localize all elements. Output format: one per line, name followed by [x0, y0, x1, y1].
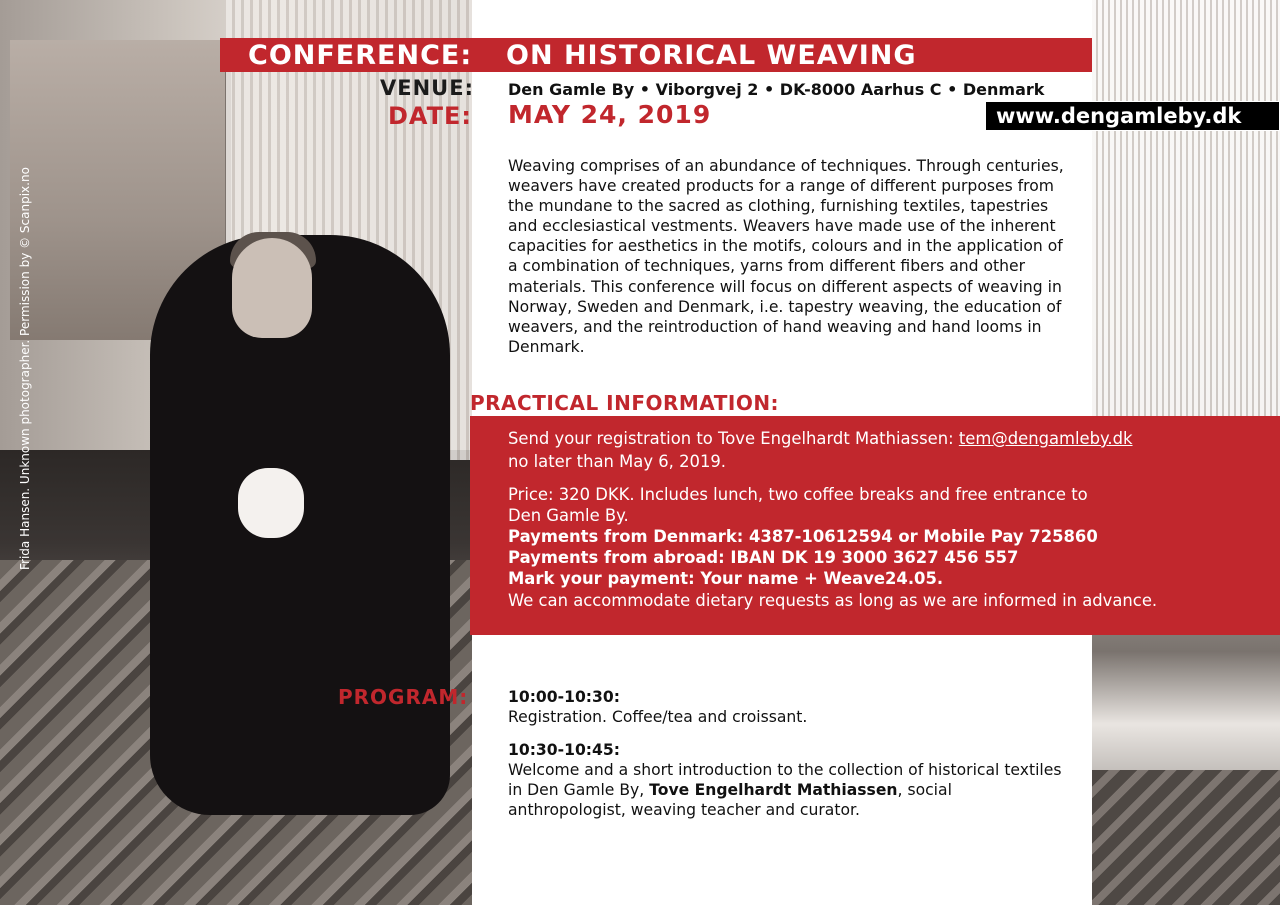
date-value: MAY 24, 2019 [508, 100, 712, 129]
title-topic: ON HISTORICAL WEAVING [506, 40, 917, 71]
venue-value: Den Gamle By • Viborgvej 2 • DK-8000 Aarhus C • Denmark [508, 80, 1045, 99]
program-time: 10:00-10:30: [508, 688, 620, 706]
program-item [508, 740, 1068, 820]
program-time: 10:30-10:45: [508, 741, 620, 759]
program-label: PROGRAM: [338, 685, 469, 709]
program-text-after: , social anthropologist, weaving teacher and curator. [508, 781, 952, 820]
registration-text: Send your registration to Tove Engelhardt Mathiassen: [508, 429, 959, 448]
program-speaker: Tove Engelhardt Mathiassen [649, 781, 898, 800]
program-item [508, 687, 1068, 727]
payments-denmark: Payments from Denmark: 4387-10612594 or Mobile Pay 725860 [508, 527, 1098, 546]
mark-payment: Mark your payment: Your name + Weave24.05. [508, 569, 944, 588]
practical-info-box [470, 416, 1280, 635]
photo-weaver-left [0, 0, 472, 905]
program-description [508, 707, 1068, 727]
payments-abroad: Payments from abroad: IBAN DK 19 3000 3627 456 557 [508, 548, 1019, 567]
deadline-text: no later than May 6, 2019. [508, 452, 727, 471]
email-link[interactable]: tem@dengamleby.dk [958, 429, 1133, 448]
title-conference: CONFERENCE: [248, 40, 473, 71]
intro-paragraph: Weaving comprises of an abundance of techniques. Through centuries, weavers have created products for a range of different purposes from the mundane to the sacred as clothing, furnishing textiles, tapestries and ecclesiastical vestments. Weavers have made use of the inherent capacities for aesthetics in the motifs, colours and in the application of a combination of techniques, yarns from different fibers and other materials. This conference will focus on different aspects of weaving in Norway, Sweden and Denmark, i.e. tapestry weaving, the education of weavers, and the reintroduction of hand weaving and hand looms in Denmark. [508, 157, 1064, 356]
venue-label: VENUE: [380, 76, 474, 100]
photo-white-cloth [238, 468, 304, 538]
price-line-2: Den Gamle By. [508, 506, 629, 525]
photo-weaver-face [232, 238, 312, 338]
program-text: Welcome and a short introduction to the collection of historical textiles in Den Gamle By, [508, 761, 1062, 800]
price-line-1: Price: 320 DKK. Includes lunch, two coffee breaks and free entrance to [508, 485, 1088, 504]
practical-heading: PRACTICAL INFORMATION: [470, 391, 780, 415]
date-label: DATE: [388, 102, 472, 130]
website-link[interactable]: www.dengamleby.dk [996, 104, 1242, 128]
photo-credit: Frida Hansen. Unknown photographer. Permission by © Scanpix.no [18, 167, 32, 570]
program-description [508, 760, 1068, 820]
registration-line [508, 429, 1133, 448]
dietary-note: We can accommodate dietary requests as long as we are informed in advance. [508, 591, 1158, 610]
program-text: Registration. Coffee/tea and croissant. [508, 708, 808, 727]
website-box[interactable] [985, 101, 1280, 131]
photo-warp-threads [1092, 0, 1280, 420]
photo-rug-right [1092, 770, 1280, 905]
title-bar [220, 38, 1092, 72]
